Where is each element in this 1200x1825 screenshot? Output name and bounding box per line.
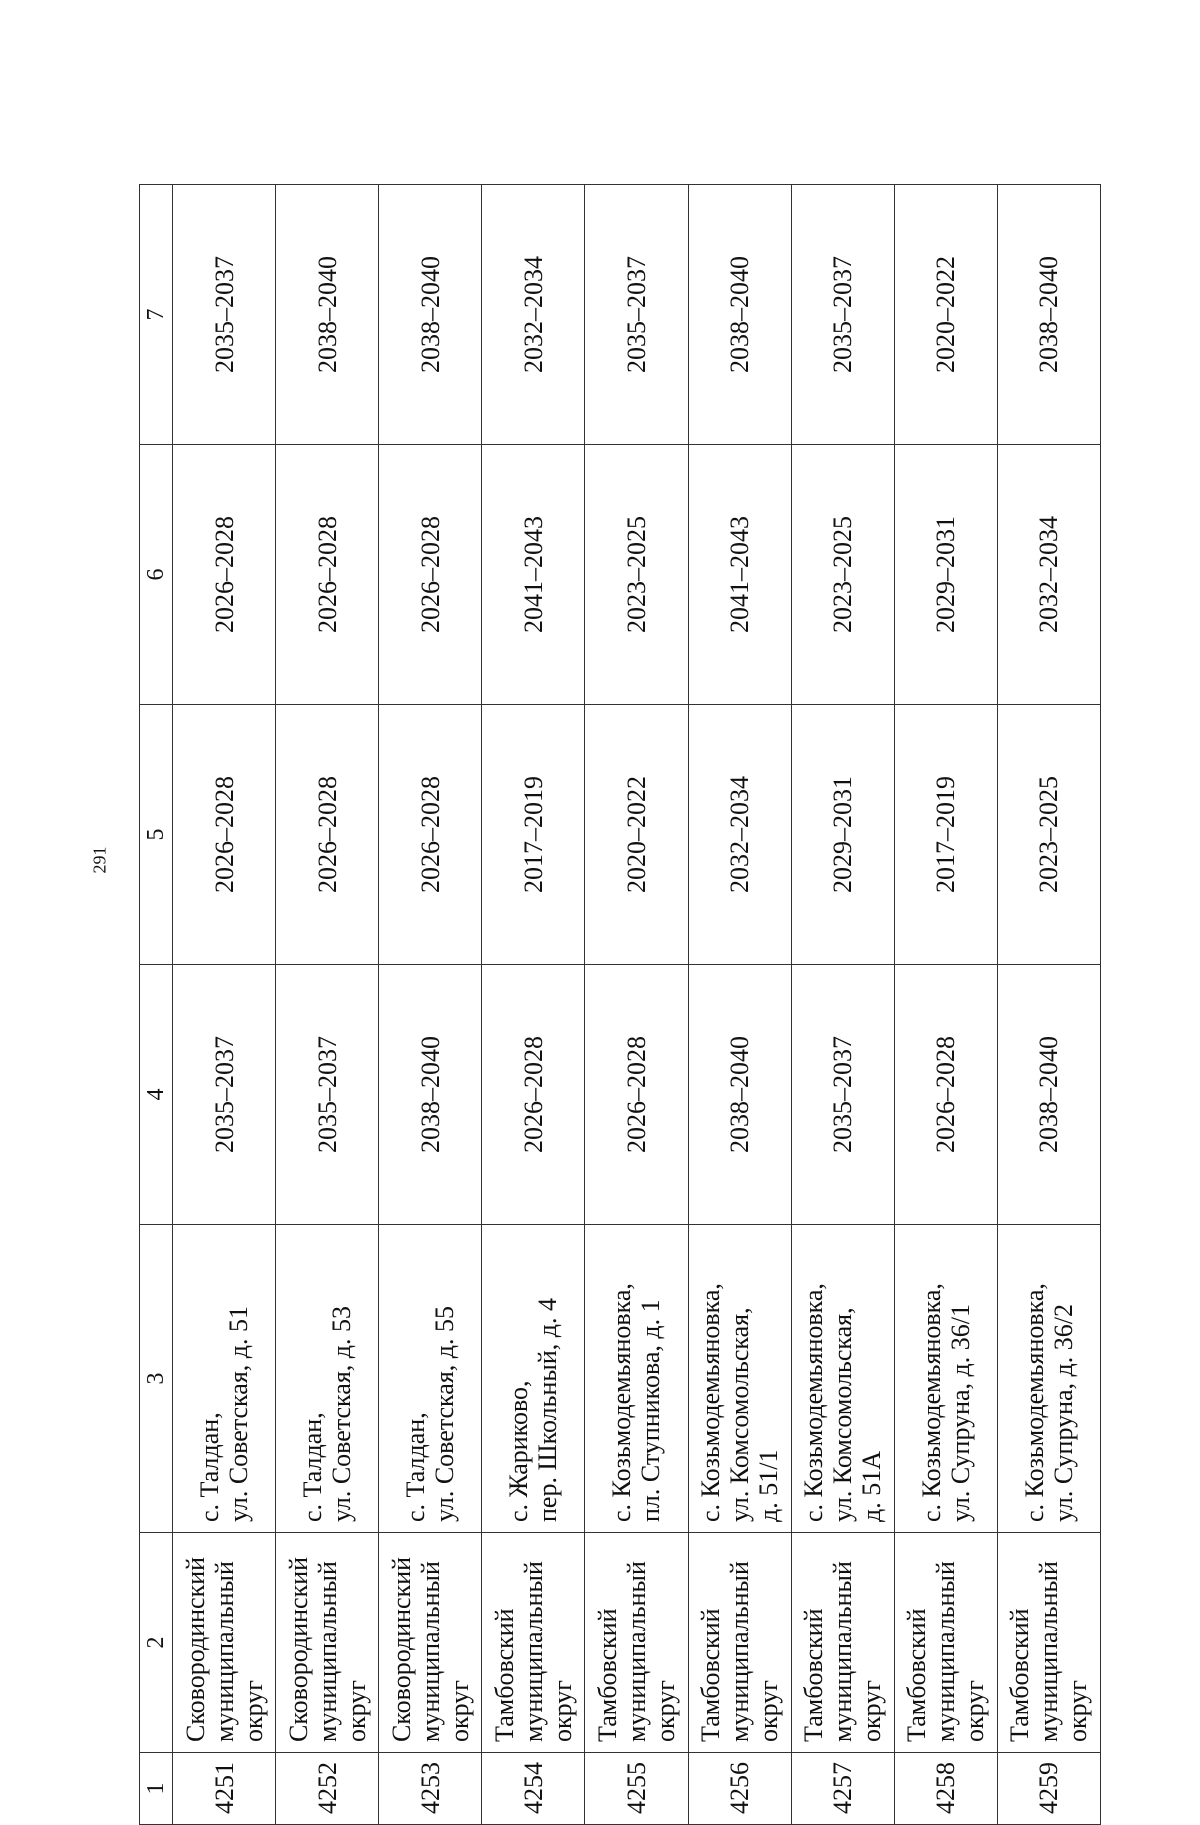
district-cell-line: Тамбовский xyxy=(696,1608,726,1742)
period-cell-col7: 2035–2037 xyxy=(791,185,894,445)
address-cell-line: пер. Школьный, д. 4 xyxy=(533,1297,563,1522)
period-cell-col4: 2038–2040 xyxy=(997,965,1100,1225)
table-header-row xyxy=(140,185,173,1825)
schedule-table xyxy=(139,184,1101,1825)
table-row xyxy=(791,185,894,1825)
district-cell-line: Сковородинский xyxy=(283,1556,313,1742)
row-number-cell: 4256 xyxy=(688,1753,791,1825)
period-cell-col5: 2017–2019 xyxy=(894,705,997,965)
period-cell-col6: 2026–2028 xyxy=(379,445,482,705)
address-cell xyxy=(894,1225,997,1533)
address-cell-line: д. 51А xyxy=(857,1450,887,1522)
table-row xyxy=(379,185,482,1825)
column-header: 1 xyxy=(140,1753,173,1825)
address-cell xyxy=(997,1225,1100,1533)
period-cell-col6: 2026–2028 xyxy=(276,445,379,705)
district-cell xyxy=(894,1533,997,1753)
period-cell-col5: 2026–2028 xyxy=(379,705,482,965)
district-cell-line: муниципальный xyxy=(931,1561,961,1742)
district-cell xyxy=(379,1533,482,1753)
table-row xyxy=(997,185,1100,1825)
period-cell-col5: 2032–2034 xyxy=(688,705,791,965)
address-cell-line: с. Козьмодемьяновка, xyxy=(696,1283,726,1522)
address-cell-line: с. Талдан, xyxy=(195,1412,225,1522)
district-cell-line: Сковородинский xyxy=(386,1556,416,1742)
period-cell-col7: 2035–2037 xyxy=(173,185,276,445)
period-cell-col7: 2038–2040 xyxy=(997,185,1100,445)
period-cell-col4: 2035–2037 xyxy=(791,965,894,1225)
district-cell xyxy=(173,1533,276,1753)
district-cell-line: муниципальный xyxy=(209,1561,239,1742)
period-cell-col7: 2032–2034 xyxy=(482,185,585,445)
column-header: 4 xyxy=(140,965,173,1225)
period-cell-col4: 2026–2028 xyxy=(585,965,688,1225)
period-cell-col6: 2041–2043 xyxy=(482,445,585,705)
period-cell-col5: 2026–2028 xyxy=(173,705,276,965)
district-cell xyxy=(482,1533,585,1753)
column-header: 5 xyxy=(140,705,173,965)
period-cell-col7: 2038–2040 xyxy=(276,185,379,445)
period-cell-col4: 2026–2028 xyxy=(894,965,997,1225)
row-number-cell: 4255 xyxy=(585,1753,688,1825)
row-number-cell: 4259 xyxy=(997,1753,1100,1825)
address-cell xyxy=(379,1225,482,1533)
row-number-cell: 4257 xyxy=(791,1753,894,1825)
address-cell xyxy=(585,1225,688,1533)
period-cell-col6: 2026–2028 xyxy=(173,445,276,705)
district-cell-line: округ xyxy=(857,1680,887,1742)
period-cell-col5: 2026–2028 xyxy=(276,705,379,965)
page-number: 291 xyxy=(89,846,110,874)
district-cell xyxy=(688,1533,791,1753)
address-cell-line: ул. Супруна, д. 36/1 xyxy=(945,1303,975,1522)
period-cell-col7: 2035–2037 xyxy=(585,185,688,445)
period-cell-col5: 2020–2022 xyxy=(585,705,688,965)
district-cell-line: Тамбовский xyxy=(799,1608,829,1742)
address-cell-line: ул. Комсомольская, xyxy=(725,1307,755,1522)
district-cell-line: округ xyxy=(238,1680,268,1742)
period-cell-col7: 2038–2040 xyxy=(688,185,791,445)
row-number-cell: 4251 xyxy=(173,1753,276,1825)
period-cell-col6: 2041–2043 xyxy=(688,445,791,705)
district-cell xyxy=(997,1533,1100,1753)
district-cell-line: муниципальный xyxy=(828,1561,858,1742)
district-cell-line: округ xyxy=(444,1680,474,1742)
column-header: 2 xyxy=(140,1533,173,1753)
district-cell-line: округ xyxy=(341,1680,371,1742)
district-cell-line: муниципальный xyxy=(312,1561,342,1742)
address-cell-line: пл. Ступникова, д. 1 xyxy=(636,1299,666,1522)
table-rotated-container xyxy=(139,185,1101,1825)
column-header: 7 xyxy=(140,185,173,445)
row-number-cell: 4258 xyxy=(894,1753,997,1825)
address-cell-line: с. Жариково, xyxy=(504,1380,534,1522)
table-row xyxy=(585,185,688,1825)
district-cell-line: муниципальный xyxy=(415,1561,445,1742)
district-cell xyxy=(791,1533,894,1753)
period-cell-col4: 2038–2040 xyxy=(379,965,482,1225)
period-cell-col4: 2038–2040 xyxy=(688,965,791,1225)
period-cell-col4: 2035–2037 xyxy=(276,965,379,1225)
row-number-cell: 4254 xyxy=(482,1753,585,1825)
address-cell-line: ул. Комсомольская, xyxy=(828,1307,858,1522)
address-cell-line: с. Козьмодемьяновка, xyxy=(799,1283,829,1522)
table-row xyxy=(482,185,585,1825)
address-cell-line: д. 51/1 xyxy=(754,1449,784,1522)
period-cell-col4: 2035–2037 xyxy=(173,965,276,1225)
district-cell xyxy=(585,1533,688,1753)
address-cell-line: с. Козьмодемьяновка, xyxy=(916,1283,946,1522)
address-cell xyxy=(276,1225,379,1533)
district-cell-line: Сковородинский xyxy=(180,1556,210,1742)
district-cell-line: Тамбовский xyxy=(1005,1608,1035,1742)
district-cell-line: округ xyxy=(547,1680,577,1742)
period-cell-col7: 2038–2040 xyxy=(379,185,482,445)
address-cell-line: ул. Советская, д. 55 xyxy=(430,1305,460,1522)
address-cell-line: ул. Советская, д. 53 xyxy=(327,1305,357,1522)
column-header: 6 xyxy=(140,445,173,705)
district-cell-line: округ xyxy=(650,1680,680,1742)
district-cell-line: муниципальный xyxy=(725,1561,755,1742)
table-row xyxy=(173,185,276,1825)
address-cell-line: с. Талдан, xyxy=(298,1412,328,1522)
period-cell-col5: 2023–2025 xyxy=(997,705,1100,965)
table-row xyxy=(276,185,379,1825)
address-cell xyxy=(688,1225,791,1533)
district-cell-line: муниципальный xyxy=(518,1561,548,1742)
district-cell-line: Тамбовский xyxy=(489,1608,519,1742)
period-cell-col5: 2029–2031 xyxy=(791,705,894,965)
column-header: 3 xyxy=(140,1225,173,1533)
row-number-cell: 4252 xyxy=(276,1753,379,1825)
table-row xyxy=(688,185,791,1825)
period-cell-col5: 2017–2019 xyxy=(482,705,585,965)
district-cell-line: округ xyxy=(754,1680,784,1742)
address-cell-line: с. Талдан, xyxy=(401,1412,431,1522)
district-cell-line: округ xyxy=(1063,1680,1093,1742)
period-cell-col6: 2032–2034 xyxy=(997,445,1100,705)
period-cell-col7: 2020–2022 xyxy=(894,185,997,445)
address-cell xyxy=(791,1225,894,1533)
district-cell-line: Тамбовский xyxy=(592,1608,622,1742)
address-cell-line: ул. Супруна, д. 36/2 xyxy=(1048,1303,1078,1522)
address-cell xyxy=(482,1225,585,1533)
period-cell-col6: 2023–2025 xyxy=(791,445,894,705)
period-cell-col4: 2026–2028 xyxy=(482,965,585,1225)
district-cell-line: муниципальный xyxy=(1034,1561,1064,1742)
address-cell-line: ул. Советская, д. 51 xyxy=(224,1305,254,1522)
address-cell xyxy=(173,1225,276,1533)
period-cell-col6: 2023–2025 xyxy=(585,445,688,705)
address-cell-line: с. Козьмодемьяновка, xyxy=(607,1283,637,1522)
address-cell-line: с. Козьмодемьяновка, xyxy=(1019,1283,1049,1522)
district-cell-line: Тамбовский xyxy=(902,1608,932,1742)
period-cell-col6: 2029–2031 xyxy=(894,445,997,705)
row-number-cell: 4253 xyxy=(379,1753,482,1825)
district-cell-line: муниципальный xyxy=(621,1561,651,1742)
table-body xyxy=(173,185,1101,1825)
district-cell xyxy=(276,1533,379,1753)
district-cell-line: округ xyxy=(960,1680,990,1742)
table-row xyxy=(894,185,997,1825)
